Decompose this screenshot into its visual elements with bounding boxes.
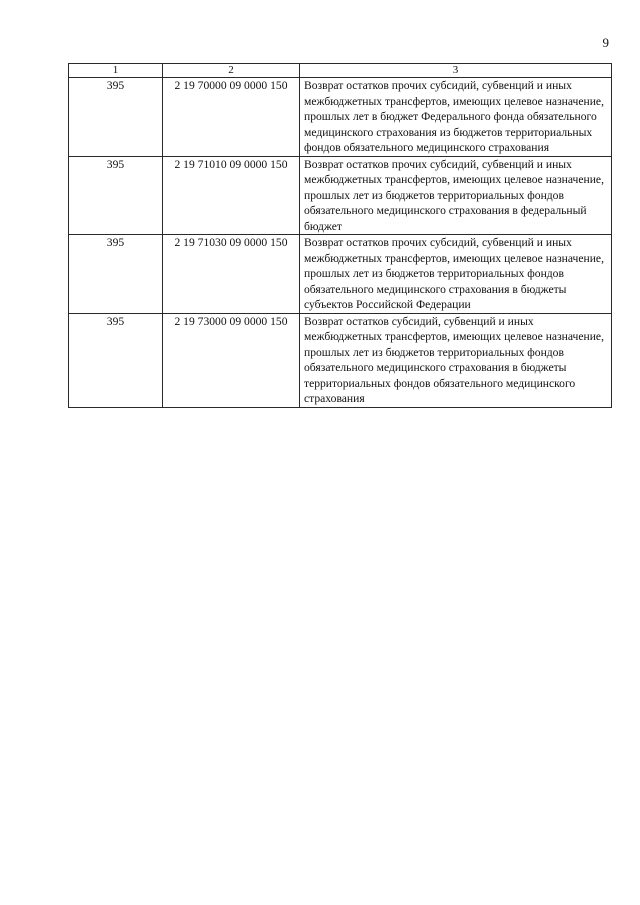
table-header-row xyxy=(69,64,612,78)
kbk-code-cell: 2 19 70000 09 0000 150 xyxy=(163,78,300,157)
description-cell: Возврат остатков прочих субсидий, субвенций и иных межбюджетных трансфертов, имеющих целевое назначение, прошлых лет из бюджетов территориальных фондов обязательного медицинского страхования в федеральный бюджет xyxy=(300,156,612,235)
description-cell: Возврат остатков субсидий, субвенций и иных межбюджетных трансфертов, имеющих целевое назначение, прошлых лет из бюджетов территориальных фондов обязательного медицинского страхования в бюджеты территориальных фондов обязательного медицинского страхования xyxy=(300,313,612,407)
admin-code-cell: 395 xyxy=(69,235,163,314)
table-row xyxy=(69,235,612,314)
admin-code-cell: 395 xyxy=(69,313,163,407)
kbk-code-cell: 2 19 71030 09 0000 150 xyxy=(163,235,300,314)
description-cell: Возврат остатков прочих субсидий, субвенций и иных межбюджетных трансфертов, имеющих целевое назначение, прошлых лет в бюджет Федерального фонда обязательного медицинского страхования из бюджетов территориальных фондов обязательного медицинского страхования xyxy=(300,78,612,157)
budget-codes-table xyxy=(68,63,612,408)
column-header-2: 2 xyxy=(163,64,300,78)
admin-code-cell: 395 xyxy=(69,156,163,235)
page-number: 9 xyxy=(602,35,609,50)
table-row xyxy=(69,156,612,235)
kbk-code-cell: 2 19 71010 09 0000 150 xyxy=(163,156,300,235)
column-header-3: 3 xyxy=(300,64,612,78)
description-cell: Возврат остатков прочих субсидий, субвенций и иных межбюджетных трансфертов, имеющих целевое назначение, прошлых лет из бюджетов территориальных фондов обязательного медицинского страхования в бюджеты субъектов Российской Федерации xyxy=(300,235,612,314)
admin-code-cell: 395 xyxy=(69,78,163,157)
table-row xyxy=(69,78,612,157)
table-row xyxy=(69,313,612,407)
kbk-code-cell: 2 19 73000 09 0000 150 xyxy=(163,313,300,407)
column-header-1: 1 xyxy=(69,64,163,78)
